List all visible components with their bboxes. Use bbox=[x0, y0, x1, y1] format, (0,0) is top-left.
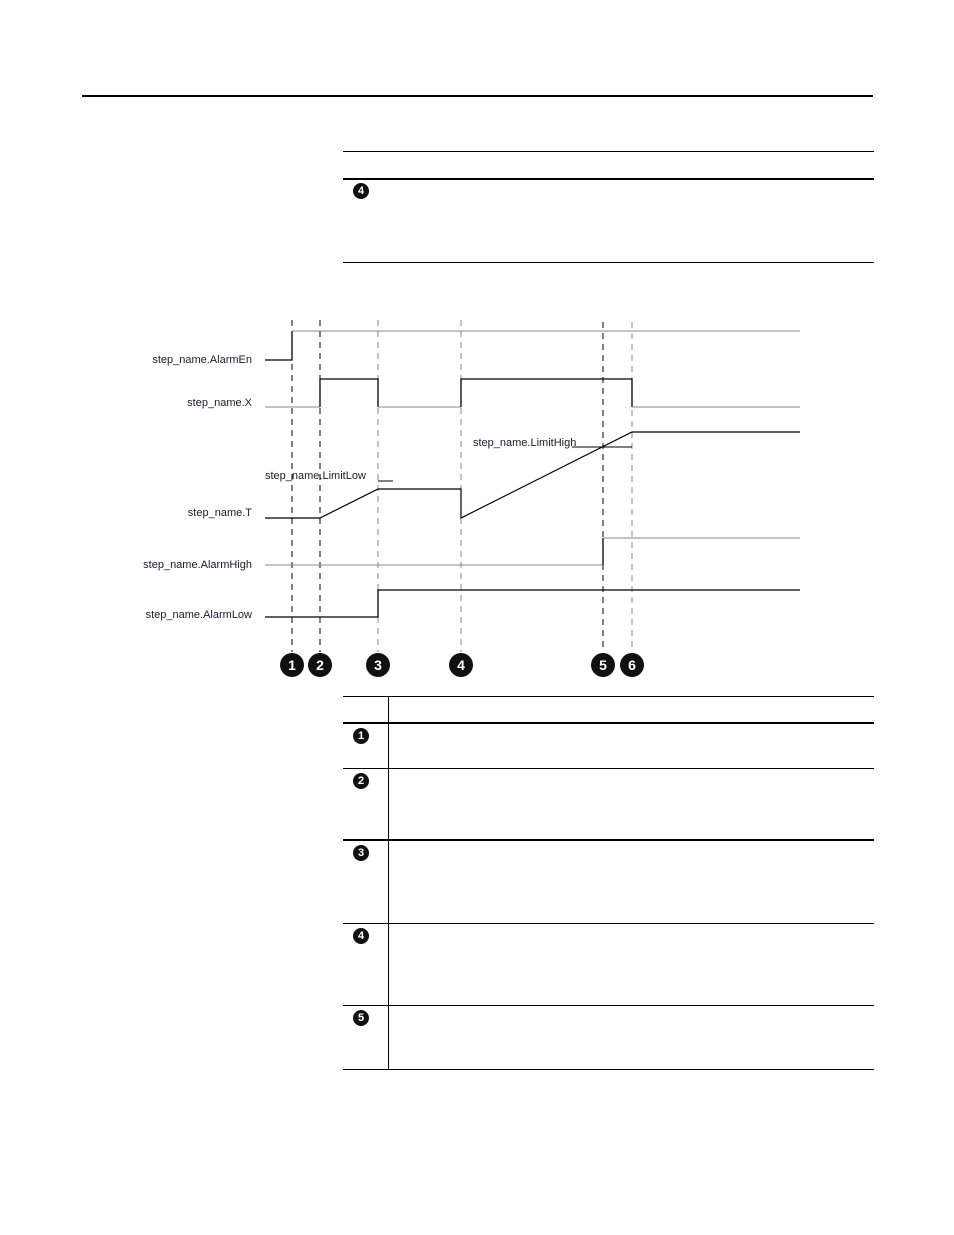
bottom-table-row-5-badge: 5 bbox=[353, 1010, 369, 1026]
time-marker-3: 3 bbox=[374, 657, 382, 673]
bottom-table-header-bottom-rule bbox=[343, 722, 874, 724]
time-marker-lines bbox=[292, 320, 603, 652]
signal-label-alarmhigh: step_name.AlarmHigh bbox=[143, 559, 252, 571]
signal-trace-alarmlow bbox=[265, 590, 800, 617]
time-marker-4: 4 bbox=[457, 657, 465, 673]
signal-label-x: step_name.X bbox=[187, 397, 252, 409]
bottom-table-row-3-badge: 3 bbox=[353, 845, 369, 861]
bottom-table-row-1-badge: 1 bbox=[353, 728, 369, 744]
time-markers bbox=[280, 653, 644, 677]
signal-trace-alarmen bbox=[265, 331, 292, 360]
time-marker-5: 5 bbox=[599, 657, 607, 673]
signal-label-alarmlow: step_name.AlarmLow bbox=[145, 609, 252, 621]
signal-trace-x-4 bbox=[461, 379, 632, 407]
bottom-table-row-4-badge: 4 bbox=[353, 928, 369, 944]
top-table-step-badge: 4 bbox=[353, 183, 369, 199]
signal-label-alarmen: step_name.AlarmEn bbox=[152, 354, 252, 366]
limit-high-label: step_name.LimitHigh bbox=[473, 437, 577, 449]
signal-trace-x-2 bbox=[320, 379, 378, 407]
limit-low-label: step_name.LimitLow bbox=[265, 470, 366, 482]
bottom-table-row-rule-3 bbox=[343, 923, 874, 924]
bottom-table-column-divider bbox=[388, 696, 389, 1070]
bottom-table-bottom-rule bbox=[343, 1069, 874, 1070]
bottom-table-row-rule-1 bbox=[343, 768, 874, 769]
time-marker-1: 1 bbox=[288, 657, 296, 673]
bottom-table-row-rule-2 bbox=[343, 839, 874, 841]
time-marker-6: 6 bbox=[628, 657, 636, 673]
bottom-table-row-rule-4 bbox=[343, 1005, 874, 1006]
signal-label-t: step_name.T bbox=[187, 507, 252, 519]
time-marker-lines-light bbox=[378, 320, 632, 652]
time-marker-2: 2 bbox=[316, 657, 324, 673]
bottom-table-header-rule bbox=[343, 696, 874, 697]
bottom-table-row-2-badge: 2 bbox=[353, 773, 369, 789]
